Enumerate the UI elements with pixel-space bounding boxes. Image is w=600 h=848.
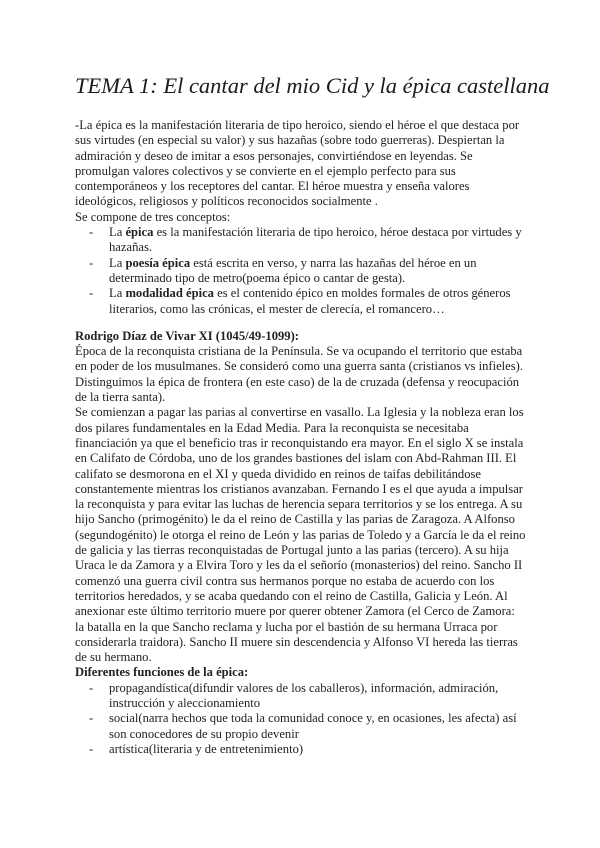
list-dash: - — [89, 225, 94, 240]
concept-term: épica — [125, 225, 154, 240]
concept-term: poesía épica — [125, 255, 191, 270]
list-dash: - — [89, 711, 94, 726]
section-paragraph-2: Se comienzan a pagar las parias al convertirse en vasallo. La Iglesia y la nobleza eran los dos pilares fundamentales en la Edad Media. Para la reconquista se necesitaba financiación ya que el beneficio tras ir reconquistando era mayor. En el siglo X se instala en Califato de Córdoba, uno de los grandes bastiones del islam con Abd-Rahman III. El califato se desmorona en el XI y queda dividido en reinos de taifas debilitándose constantemente mientras los cristianos avanzaban. Fernando I es el que ayuda a impulsar la reconquista y para evitar las luchas de herencia separa territorios y se los entrega. A su hijo Sancho (primogénito) le da el reino de Castilla y las parias de Zaragoza. A Alfonso (segundogénito) le otorga el reino de León y las parias de Toledo y a García le da el reino de galicia y las tierras reconquistadas de Portugal junto a las parias (tercero). A su hija Uraca le da Zamora y a Elvira Toro y les da el señorío (monasterios) del reino. Sancho II comenzó una guerra civil contra sus hermanos porque no estaba de acuerdo con los territorios heredados, y se acaba quedando con el reino de Castilla, Galicia y León. Al anexionar este último territorio muere por querer obtener Zamora (el Cerco de Zamora: la batalla en la que Sancho reclama y lucha por el bastión de su hermana Urraca por considerarla traidora). Sancho II muere sin descendencia y Alfonso VI hereda las tierras de su hermano. — [75, 405, 526, 665]
concepts-list — [75, 225, 527, 317]
functions-heading: Diferentes funciones de la épica: — [75, 665, 249, 680]
intro-paragraph: -La épica es la manifestación literaria de tipo heroico, siendo el héroe el que destaca por sus virtudes (en especial su valor) y sus hazañas (sobre todo guerreras). Despiertan la admiración y deseo de imitar a esos personajes, convirtiéndose en leyendas. Se promulgan valores colectivos y se convierte en el ejemplo perfecto para sus contemporáneos y los receptores del cantar. El héroe muestra y enseña valores ideológicos, religiosos y políticos reconocidos socialmente . — [75, 118, 520, 209]
concept-item-epica: - La épica es la manifestación literaria de tipo heroico, héroe destaca por virtudes y hazañas. — [89, 225, 522, 255]
section-paragraph-1: Época de la reconquista cristiana de la Península. Se va ocupando el territorio que estaba en poder de los musulmanes. Se consideró como una guerra santa (cristianos vs infieles). Distinguimos la épica de frontera (en este caso) de la de cruzada (defensa y reocupación de la tierra santa). — [75, 344, 524, 405]
function-item-propagandistica: - propagandística(difundir valores de los caballeros), información, admiración, instrucción y aleccionamiento — [89, 680, 499, 710]
list-dash: - — [89, 286, 94, 301]
list-dash: - — [89, 680, 94, 695]
concept-item-poesia-epica: - La poesía épica está escrita en verso, y narra las hazañas del héroe en un determinado tipo de metro(poema épico o cantar de gesta). — [89, 255, 477, 285]
list-dash: - — [89, 741, 94, 756]
concepts-intro: Se compone de tres conceptos: — [75, 209, 231, 224]
concept-item-modalidad-epica: - La modalidad épica es el contenido épico en moldes formales de otros géneros literarios, como las crónicas, el mester de clerecía, el romancero… — [89, 286, 511, 316]
concept-term: modalidad épica — [125, 286, 214, 301]
section-spacer — [75, 317, 527, 329]
function-item-artistica: - artística(literaria y de entretenimiento) — [89, 741, 304, 756]
section-heading: Rodrigo Díaz de Vivar XI (1045/49-1099): — [75, 328, 299, 343]
list-dash: - — [89, 255, 94, 270]
function-item-social: - social(narra hechos que toda la comunidad conoce y, en ocasiones, les afecta) así son conocedores de su propio devenir — [89, 711, 517, 741]
document-title: TEMA 1: El cantar del mio Cid y la épica castellana — [75, 73, 550, 98]
document-body — [75, 118, 527, 757]
functions-list — [75, 681, 527, 757]
